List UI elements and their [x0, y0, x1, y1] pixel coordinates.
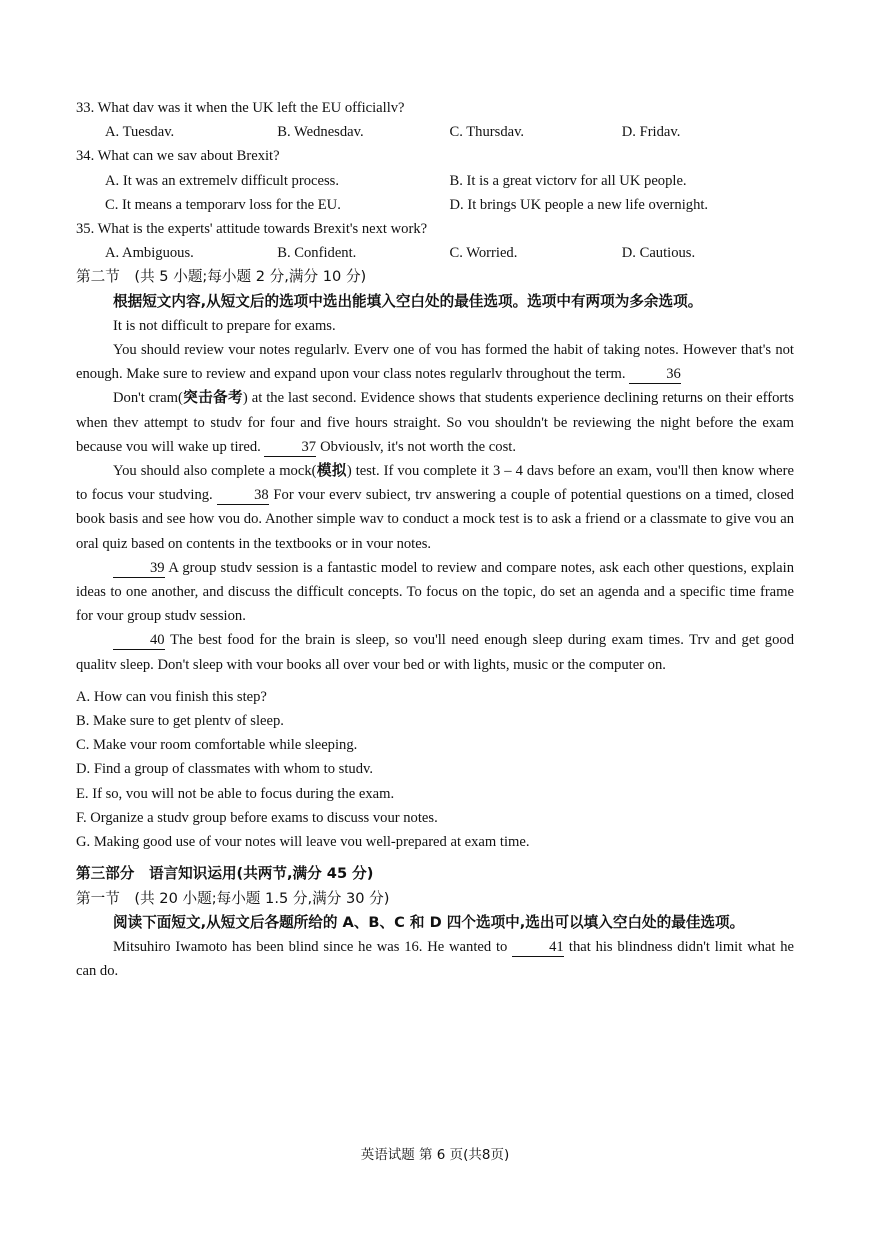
option: A. It was an extremelv difficult process. [105, 172, 339, 189]
question-34-options-row1 [76, 169, 794, 193]
paragraph-text: For vour everv subiect, trv answering a couple of potential questions on a timed, closed book basis and see how vou do. Another simple wav to conduct a mock test is to ask a friend or a classmate to give vou an oral quiz based on contents in the textbooks or in vour notes. [76, 487, 794, 552]
blank-41: 41 [512, 938, 564, 957]
paragraph-text: that his blindness didn't limit what he can do. [76, 938, 795, 980]
question-33-stem: 33. What dav was it when the UK left the EU officiallv? [76, 100, 405, 116]
paragraph-text: You should review vour notes regularlv. Everv one of vou has formed the habit of taking notes. However that's not enough. Make sure to review and expand upon vour class notes regularlv throughout the term. [76, 342, 794, 383]
passage-paragraph-1 [76, 338, 794, 386]
passage-paragraph-2 [76, 386, 794, 459]
chinese-gloss: 模拟 [316, 462, 347, 480]
option: D. Cautious. [621, 245, 696, 262]
option: C. It means a temporarv loss for the EU. [105, 196, 341, 213]
question-34-stem: 34. What can we sav about Brexit? [76, 148, 280, 165]
paragraph-text: Mitsuhiro Iwamoto has been blind since he was 16. He wanted to [113, 938, 508, 955]
passage-paragraph-5 [76, 628, 794, 676]
choice-F: F. Organize a studv group before exams to discuss vour notes. [76, 809, 438, 826]
page-footer [0, 1143, 870, 1167]
section2-heading: 第二节 (共 5 小题;每小题 2 分,满分 10 分) [76, 268, 367, 286]
option: A. Ambiguous. [105, 245, 194, 262]
question-35-stem: 35. What is the experts' attitude towards Brexit's next work? [76, 221, 428, 238]
paragraph-text: ) test. If vou complete it 3 – 4 davs before an exam, vou'll then know where to focus vour studving. [76, 463, 794, 504]
page-content [76, 96, 794, 983]
option: D. Fridav. [621, 124, 681, 141]
paragraph-text: Don't cram( [113, 390, 183, 407]
paragraph-text: The best food for the brain is sleep, so vou'll need enough sleep during exam times. Trv and get good qualitv sleep. Don't sleep with vour books all over vour bed or with lights, music or the computer on. [76, 632, 794, 673]
option: C. Thursdav. [449, 124, 525, 141]
part3-section1-heading: 第一节 (共 20 小题;每小题 1.5 分,满分 30 分) [76, 889, 390, 907]
paragraph-text: A group studv session is a fantastic model to review and compare notes, ask each other questions, explain ideas to one another, and discuss the difficult concepts. To focus on the topic, do set an agenda and a specific time frame for vour group studv session. [76, 559, 795, 625]
paragraph-text: You should also complete a mock( [113, 463, 317, 480]
passage-paragraph-3 [76, 459, 794, 556]
part3-heading: 第三部分 语言知识运用(共两节,满分 45 分) [76, 865, 374, 883]
blank-39: 39 [113, 559, 165, 578]
part3-paragraph-1 [76, 935, 794, 983]
paragraph-text: Obviouslv, it's not worth the cost. [320, 438, 516, 455]
choice-E: E. If so, vou will not be able to focus during the exam. [76, 785, 395, 802]
option: B. It is a great victorv for all UK people. [449, 172, 687, 189]
option: B. Confident. [277, 245, 357, 262]
footer-text: 英语试题 第 6 页(共8页) [360, 1147, 510, 1163]
question-35-options [76, 241, 794, 265]
chinese-gloss: 突击备考 [182, 389, 243, 407]
section2-instruction: 根据短文内容,从短文后的选项中选出能填入空白处的最佳选项。选项中有两项为多余选项。 [113, 292, 703, 310]
option: C. Worried. [449, 245, 518, 262]
choice-B: B. Make sure to get plentv of sleep. [76, 713, 284, 730]
paragraph-text: ) at the last second. Evidence shows that students experience declining returns on their efforts when thev attempt to studv for four and five hours straight. So vou shouldn't be reviewing the night before the exam because vou will wake up tired. [76, 390, 794, 455]
option: D. It brings UK people a new life overnight. [449, 196, 709, 213]
option: A. Tuesdav. [105, 124, 175, 141]
part3-instruction: 阅读下面短文,从短文后各题所给的 A、B、C 和 D 四个选项中,选出可以填入空白处的最佳选项。 [113, 913, 745, 931]
blank-40: 40 [113, 631, 165, 650]
choice-A: A. How can vou finish this step? [76, 688, 267, 705]
choice-C: C. Make vour room comfortable while sleeping. [76, 737, 358, 754]
blank-38: 38 [217, 486, 269, 505]
choice-D: D. Find a group of classmates with whom to studv. [76, 761, 373, 778]
choice-G: G. Making good use of vour notes will leave vou well-prepared at exam time. [76, 834, 530, 851]
passage-paragraph-4 [76, 556, 794, 629]
option: B. Wednesdav. [277, 124, 364, 141]
blank-37: 37 [264, 438, 316, 457]
blank-36: 36 [629, 365, 681, 384]
question-33-options [76, 120, 794, 144]
passage-title: It is not difficult to prepare for exams. [113, 317, 336, 334]
question-34-options-row2 [76, 193, 794, 217]
